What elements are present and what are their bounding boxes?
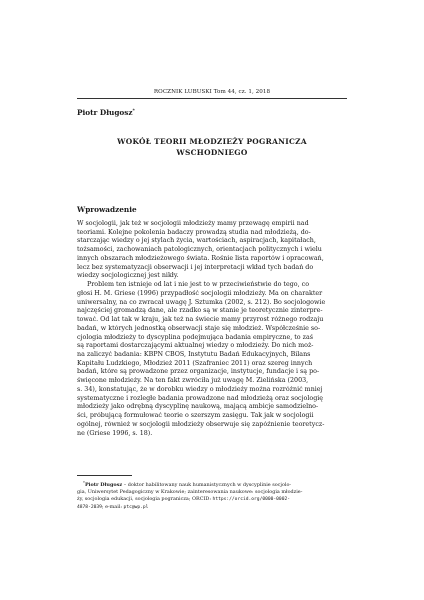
body-line: badań, w których jednostką obserwacji staje się młodzież. Współcześnie so- xyxy=(77,324,321,332)
body-line: teoriami. Kolejne pokolenia badaczy prowadzą studia nad młodzieżą, do- xyxy=(77,228,311,236)
article-title-line: WSCHODNIEGO xyxy=(176,147,248,157)
orcid-link[interactable]: https://orcid.org/0000-0002- xyxy=(212,496,290,502)
article-title-line: WOKÓŁ TEORII MŁODZIEŻY POGRANICZA xyxy=(117,137,307,146)
body-line: lecz bez systematyzacji obserwacji i jej interpretacji wkład tych badań do xyxy=(77,263,314,271)
body-line: innych obszarach młodzieżowego świata. Rośnie lista raportów i opracowań, xyxy=(77,254,324,262)
body-line: s. 34), konstatując, że w dorobku wiedzy o młodzieży można rozróżnić mniej xyxy=(77,385,323,393)
footnote-text: ży, socjologia edukacji, socjologia pogranicza; ORCID: xyxy=(77,495,213,502)
footnote-rule xyxy=(77,475,132,476)
body-line: tować. Od lat tak w kraju, jak też na świecie mamy przyrost różnego rodzaju xyxy=(77,316,324,324)
body-line: systematyczne i rozległe badania prowadzone nad młodzieżą oraz socjologię xyxy=(77,394,324,402)
author-footnote-mark: * xyxy=(132,109,135,114)
body-line: Problem ten istnieje od lat i nie jest to w przeciwieństwie do tego, co xyxy=(87,281,310,289)
footnote-author-name: Piotr Długosz xyxy=(84,482,123,488)
article-title xyxy=(77,137,347,158)
body-line: uniwersalny, na co zwracał uwagę J. Sztumka (2002, s. 212). Bo socjologowie xyxy=(77,298,326,306)
footnote-text: – doktor habilitowany nauk humanistycznych w dyscyplinie socjolo- xyxy=(122,482,292,488)
body-line: głosi H. M. Griese (1996) przypadłość socjologii młodzieży. Ma on charakter xyxy=(77,289,323,297)
body-line: ści, próbującą formułować teorie o szerszym zasięgu. Tak jak w socjologii xyxy=(77,412,314,420)
body-line: cjologia młodzieży to dyscyplina podejmująca badania empiryczne, to zaś xyxy=(77,333,313,341)
body-line: Kapitału Ludzkiego, Młodzież 2011 (Szafraniec 2011) oraz szereg innych xyxy=(77,359,313,367)
header-rule xyxy=(77,98,347,99)
footnote-line xyxy=(77,496,347,504)
section-heading: Wprowadzenie xyxy=(77,205,137,214)
body-line: młodzieży jako odrębną dyscyplinę naukową, mającą ambicje samodzielno- xyxy=(77,403,319,411)
email-link[interactable]: ptc@wp.pl xyxy=(123,504,149,510)
footnote-mark: * xyxy=(83,480,85,485)
section-body xyxy=(77,220,347,438)
footnote-line xyxy=(77,504,347,512)
orcid-link-continued[interactable]: 4878-2039 xyxy=(77,504,102,510)
email-label: ; e-mail: xyxy=(101,503,124,510)
running-head: ROCZNIK LUBUSKI Tom 44, cz. 1, 2018 xyxy=(153,89,271,95)
body-line: badań, które są prowadzone przez organizacje, instytucje, fundacje i są po- xyxy=(77,368,320,376)
body-line: ogólnej, również w socjologii młodzieży obserwuje się zapóźnienie teoretycz- xyxy=(77,420,325,428)
footnote-line xyxy=(77,480,347,489)
body-line: najczęściej gromadzą dane, ale rzadko są w stanie je teoretycznie zinterpre- xyxy=(77,307,323,315)
body-line: wiedzy socjologicznej jest nikły. xyxy=(77,272,179,280)
body-line: W socjologii, jak też w socjologii młodzieży mamy przewagę empirii nad xyxy=(77,220,309,227)
body-line: tożsamości, zachowaniach patologicznych, orientacjach politycznych i wielu xyxy=(77,246,322,254)
body-line: starczając wiedzy o jej stylach życia, wartościach, aspiracjach, kapitałach, xyxy=(77,237,316,245)
body-line: na zaliczyć badania: KBPN CBOS, Instytutu Badań Edukacyjnych, Bilans xyxy=(77,351,311,359)
author-name-text: Piotr Długosz xyxy=(77,108,133,117)
body-line: ne (Griese 1996, s. 18). xyxy=(77,429,153,437)
footnote xyxy=(77,480,347,512)
body-line: są raportami dostarczającymi aktualnej wiedzy o młodzieży. Do nich moż- xyxy=(77,342,314,350)
author-name xyxy=(77,108,135,117)
body-line: święcone młodzieży. Na ten fakt zwróciła już uwagę M. Zielińska (2003, xyxy=(77,377,309,385)
footnote-line: gia, Uniwersytet Pedagogiczny w Krakowie; zainteresowania naukowe: socjologia młodzie- xyxy=(77,488,303,495)
